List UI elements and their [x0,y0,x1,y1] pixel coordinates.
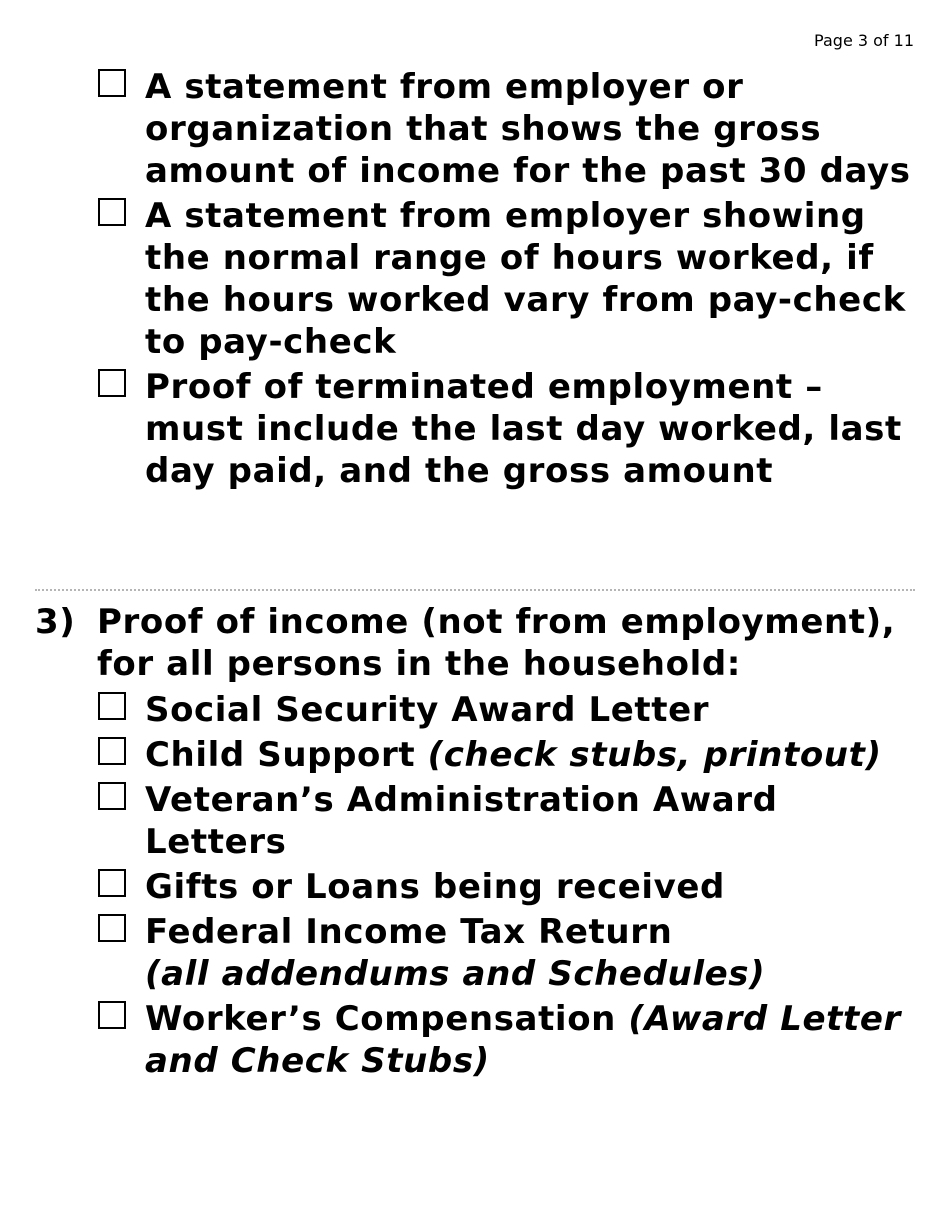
item-text: A statement from employer showing the normal range of hours worked, if the hours worked vary from pay-check to pay-check [145,196,906,362]
checkbox[interactable] [98,692,126,720]
list-item [0,911,950,995]
item-text: Federal Income Tax Return [145,912,673,952]
section-number: 3) [35,602,76,642]
section-divider [35,589,915,591]
checkbox[interactable] [98,782,126,810]
checkbox[interactable] [98,1001,126,1029]
list-item [0,779,950,863]
list-item [0,734,950,776]
item-text: Proof of terminated employment – must include the last day worked, last day paid, and the gross amount [145,367,902,491]
list-item [0,689,950,731]
item-text: Veteran’s Administration Award Letters [145,780,778,862]
checkbox[interactable] [98,869,126,897]
item-note: (check stubs, printout) [427,735,882,775]
checkbox[interactable] [98,369,126,397]
list-item [0,195,950,363]
item-note: (all addendums and Schedules) [145,954,766,994]
list-item [0,998,950,1082]
checkbox[interactable] [98,914,126,942]
item-text: Child Support [145,735,428,775]
employment-proof-list [0,66,950,495]
list-item [0,866,950,908]
section-3 [0,601,950,1085]
item-text: Social Security Award Letter [145,690,710,730]
section-heading-text: Proof of income (not from employment), for all persons in the household: [97,602,896,684]
page-number: Page 3 of 11 [814,31,914,50]
item-text: Worker’s Compensation [145,999,629,1039]
item-text: Gifts or Loans being received [145,867,725,907]
item-note: (Award Letter and Check Stubs) [145,999,901,1081]
list-item [0,366,950,492]
item-text: A statement from employer or organization that shows the gross amount of income for the past 30 days [145,67,911,191]
checkbox[interactable] [98,198,126,226]
section-heading [0,601,950,685]
checkbox[interactable] [98,69,126,97]
list-item [0,66,950,192]
checkbox[interactable] [98,737,126,765]
